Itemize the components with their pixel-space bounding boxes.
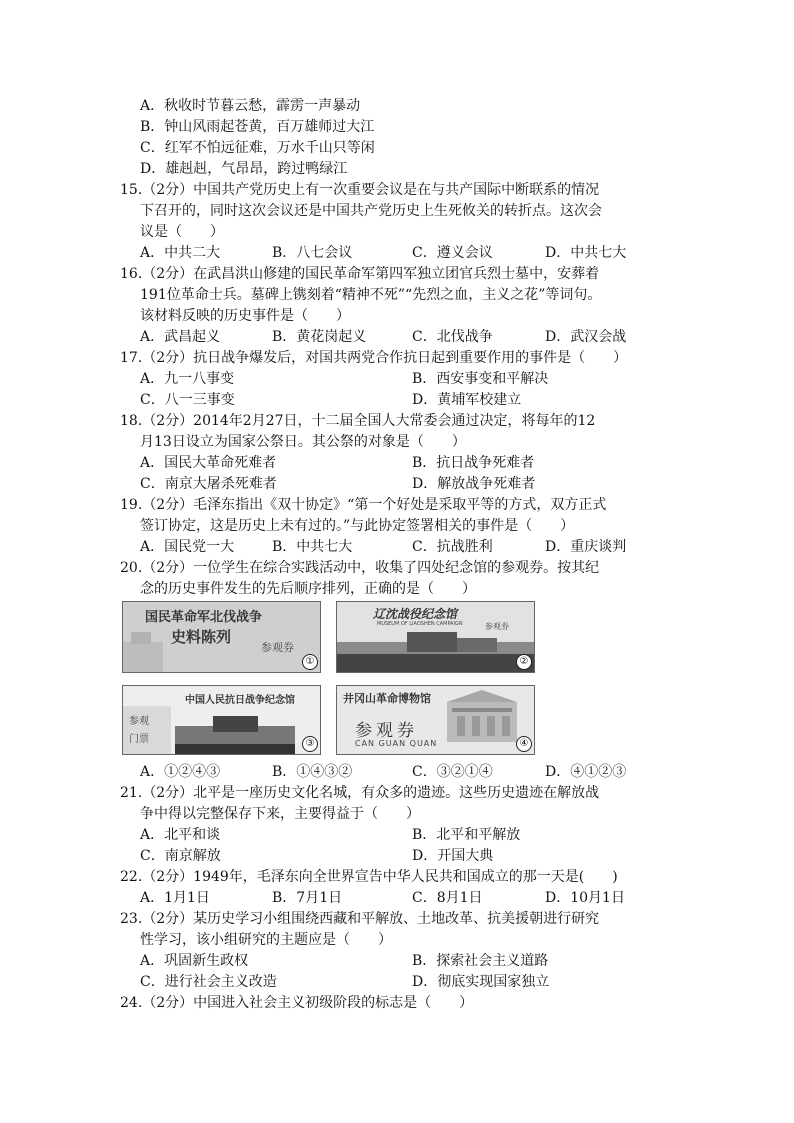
ticket-4-pinyin: CAN GUAN QUAN	[355, 739, 438, 748]
q22-option-b: B．7月1日	[272, 890, 343, 906]
ticket-2-number: ②	[516, 654, 532, 670]
q15-stem-line3: 议是（ ）	[140, 224, 224, 240]
q20-option-a: A．①②④③	[140, 764, 221, 780]
q19-option-a: A．国民党一大	[140, 539, 235, 555]
q21-option-a: A．北平和谈	[140, 827, 221, 843]
q24-stem-line1: 24.（2分）中国进入社会主义初级阶段的标志是（ ）	[120, 995, 474, 1011]
q16-stem-line3: 该材料反映的历史事件是（ ）	[140, 308, 350, 324]
q16-option-d: D．武汉会战	[545, 329, 627, 345]
ticket-2-english: MUSEUM OF LIAOSHEN CAMPAIGN	[377, 621, 463, 627]
ticket-1-label: 参观券	[261, 641, 294, 654]
q14-option-d: D．雄赳赳，气昂昂，跨过鸭绿江	[140, 161, 348, 177]
q23-option-b: B．探索社会主义道路	[412, 953, 549, 969]
q21-option-d: D．开国大典	[412, 848, 494, 864]
ticket-4-label: 参观券	[355, 721, 418, 741]
q14-option-b: B．钟山风雨起苍黄，百万雄师过大江	[140, 119, 375, 135]
ticket-1-beifa	[122, 601, 321, 673]
ticket-2-title: 辽沈战役纪念馆	[373, 607, 458, 621]
q16-stem-line2: 191位革命士兵。墓碑上镌刻着“精神不死”“先烈之血，主义之花”等词句。	[140, 287, 602, 303]
ticket-1-subtitle: 史料陈列	[171, 628, 232, 646]
ticket-2-liaoshen	[336, 601, 535, 673]
q14-option-a: A．秋收时节暮云愁，霹雳一声暴动	[140, 98, 361, 114]
q15-option-d: D．中共七大	[545, 245, 627, 261]
q16-option-c: C．北伐战争	[412, 329, 493, 345]
q20-stem-line1: 20.（2分）一位学生在综合实践活动中，收集了四处纪念馆的参观券。按其纪	[120, 560, 600, 576]
q18-stem-line2: 月13日设立为国家公祭日。其公祭的对象是（ ）	[140, 434, 466, 450]
q18-stem-line1: 18.（2分）2014年2月27日，十二届全国人大常委会通过决定，将每年的12	[120, 413, 596, 429]
q23-option-a: A．巩固新生政权	[140, 953, 249, 969]
ticket-3-kangri	[122, 685, 321, 755]
q18-option-a: A．国民大革命死难者	[140, 455, 277, 471]
ticket-3-number: ③	[302, 736, 318, 752]
ticket-3-title: 中国人民抗日战争纪念馆	[185, 695, 295, 706]
q15-stem-line1: 15.（2分）中国共产党历史上有一次重要会议是在与共产国际中断联系的情况	[120, 182, 600, 198]
q20-option-d: D．④①②③	[545, 764, 627, 780]
q22-stem-line1: 22.（2分）1949年，毛泽东向全世界宣告中华人民共和国成立的那一天是( )	[120, 869, 618, 885]
q23-stem-line1: 23.（2分）某历史学习小组围绕西藏和平解放、土地改革、抗美援朝进行研究	[120, 911, 600, 927]
q15-option-a: A．中共二大	[140, 245, 221, 261]
q17-option-c: C．八一三事变	[140, 392, 235, 408]
ticket-4-jinggangshan	[336, 685, 535, 755]
q22-option-d: D．10月1日	[545, 890, 625, 906]
q15-stem-line2: 下召开的，同时这次会议还是中国共产党历史上生死攸关的转折点。这次会	[140, 203, 602, 219]
q17-option-b: B．西安事变和平解决	[412, 371, 549, 387]
q15-option-c: C．遵义会议	[412, 245, 493, 261]
q21-stem-line2: 争中得以完整保存下来，主要得益于（ ）	[140, 806, 420, 822]
q19-option-c: C．抗战胜利	[412, 539, 493, 555]
ticket-1-title: 国民革命军北伐战争	[145, 610, 263, 625]
q17-option-d: D．黄埔军校建立	[412, 392, 522, 408]
q17-option-a: A．九一八事变	[140, 371, 235, 387]
q20-stem-line2: 念的历史事件发生的先后顺序排列，正确的是（ ）	[140, 581, 476, 597]
q20-option-b: B．①④③②	[272, 764, 353, 780]
q18-option-d: D．解放战争死难者	[412, 476, 536, 492]
q16-option-b: B．黄花岗起义	[272, 329, 367, 345]
q21-option-c: C．南京解放	[140, 848, 221, 864]
q21-stem-line1: 21.（2分）北平是一座历史文化名城，有众多的遗迹。这些历史遗迹在解放战	[120, 785, 600, 801]
q15-option-b: B．八七会议	[272, 245, 353, 261]
ticket-4-number: ④	[516, 736, 532, 752]
q20-option-c: C．③②①④	[412, 764, 493, 780]
q19-stem-line2: 签订协定，这是历史上未有过的。”与此协定签署相关的事件是（ ）	[140, 518, 575, 534]
q23-option-c: C．进行社会主义改造	[140, 974, 277, 990]
q18-option-c: C．南京大屠杀死难者	[140, 476, 277, 492]
ticket-2-label: 参观券	[485, 622, 509, 631]
ticket-1-number: ①	[302, 654, 318, 670]
q17-stem-line1: 17.（2分）抗日战争爆发后，对国共两党合作抗日起到重要作用的事件是（ ）	[120, 350, 628, 366]
q19-stem-line1: 19.（2分）毛泽东指出《双十协定》“第一个好处是采取平等的方式，双方正式	[120, 497, 607, 513]
q21-option-b: B．北平和平解放	[412, 827, 521, 843]
q16-option-a: A．武昌起义	[140, 329, 221, 345]
q23-stem-line2: 性学习，该小组研究的主题应是（ ）	[140, 932, 392, 948]
q22-option-c: C．8月1日	[412, 890, 483, 906]
q19-option-b: B．中共七大	[272, 539, 353, 555]
ticket-3-label-a: 参观	[129, 716, 149, 727]
q16-stem-line1: 16.（2分）在武昌洪山修建的国民革命军第四军独立团官兵烈士墓中，安葬着	[120, 266, 600, 282]
ticket-4-title: 井冈山革命博物馆	[343, 692, 431, 705]
q22-option-a: A．1月1日	[140, 890, 210, 906]
ticket-3-label-b: 门票	[129, 734, 149, 745]
q18-option-b: B．抗日战争死难者	[412, 455, 535, 471]
q23-option-d: D．彻底实现国家独立	[412, 974, 550, 990]
q14-option-c: C．红军不怕远征难，万水千山只等闲	[140, 140, 375, 156]
q19-option-d: D．重庆谈判	[545, 539, 627, 555]
